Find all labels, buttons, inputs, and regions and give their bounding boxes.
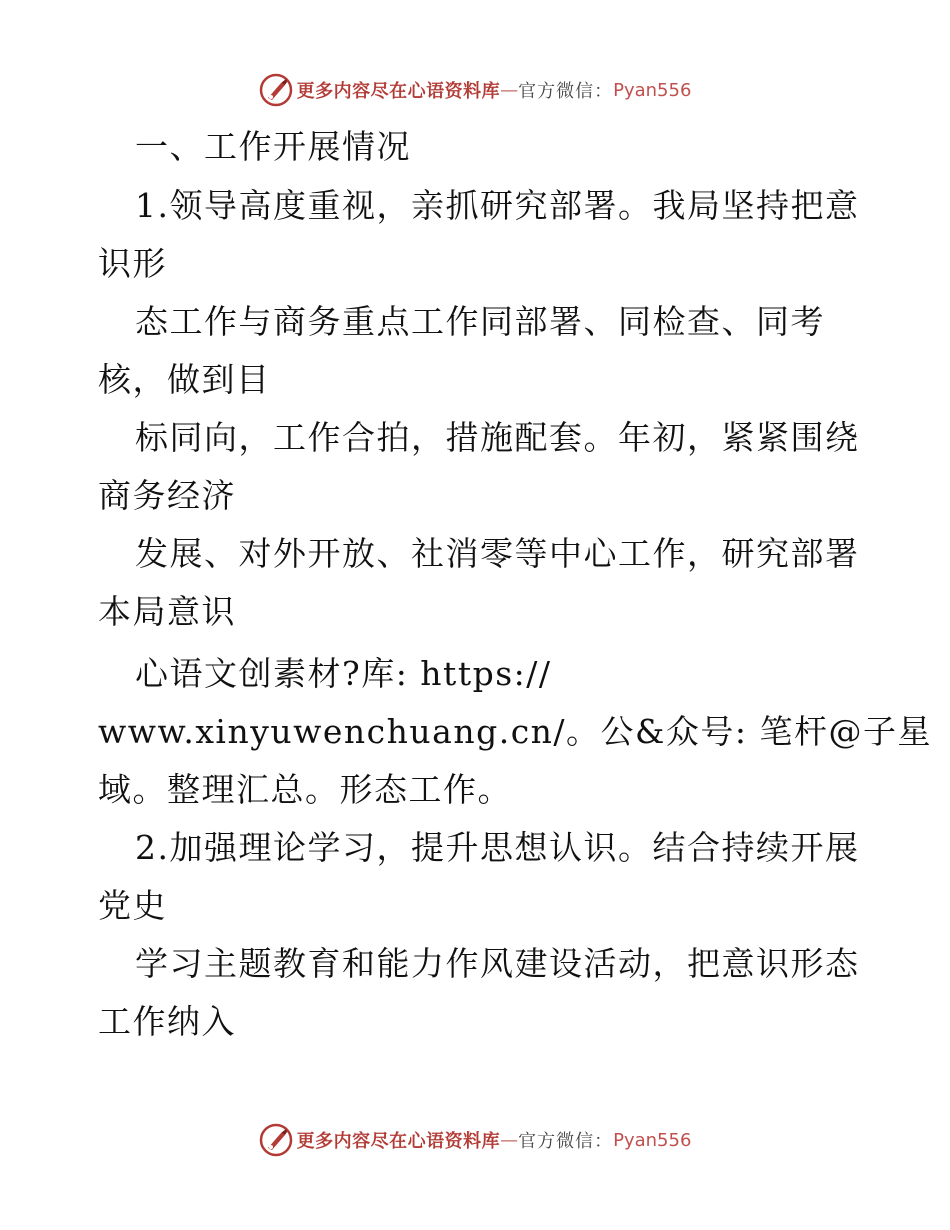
paragraph-line: 党史 (98, 886, 167, 925)
footer-watermark (0, 1120, 950, 1160)
paragraph-line: 学习主题教育和能力作风建设活动，把意识形态 (135, 944, 860, 983)
paragraph-line: 1.领导高度重视，亲抓研究部署。我局坚持把意 (135, 186, 860, 225)
paragraph-line: 核，做到目 (98, 360, 271, 399)
watermark-id: Pyan556 (613, 1129, 692, 1151)
watermark-label: 官方微信： (518, 81, 614, 102)
watermark-separator: — (500, 1129, 519, 1151)
paragraph-line: 发展、对外开放、社消零等中心工作，研究部署 (135, 534, 860, 573)
paragraph-line: 工作纳入 (98, 1002, 236, 1041)
quill-pen-seal-icon (259, 1123, 293, 1157)
paragraph-line: 心语文创素材?库: https:// (135, 654, 552, 693)
paragraph-line: 态工作与商务重点工作同部署、同检查、同考 (135, 302, 825, 341)
header-watermark (0, 70, 950, 110)
section-heading: 一、工作开展情况 (135, 127, 411, 166)
watermark-separator: — (500, 79, 519, 101)
paragraph-line: www.xinyuwenchuang.cn/。公&众号: 笔杆@子星 (98, 712, 933, 751)
paragraph-line: 域。整理汇总。形态工作。 (98, 770, 512, 809)
paragraph-line: 识形 (98, 244, 167, 283)
paragraph-line: 标同向，工作合拍，措施配套。年初，紧紧围绕 (135, 418, 860, 457)
paragraph-line: 本局意识 (98, 592, 236, 631)
watermark-site-text: 更多内容尽在心语资料库 (296, 1131, 501, 1152)
paragraph-line: 2.加强理论学习，提升思想认识。结合持续开展 (135, 828, 860, 867)
watermark-site-text: 更多内容尽在心语资料库 (296, 81, 501, 102)
paragraph-line: 商务经济 (98, 476, 236, 515)
quill-pen-seal-icon (259, 73, 293, 107)
watermark-id: Pyan556 (613, 79, 692, 101)
watermark-label: 官方微信： (518, 1131, 614, 1152)
